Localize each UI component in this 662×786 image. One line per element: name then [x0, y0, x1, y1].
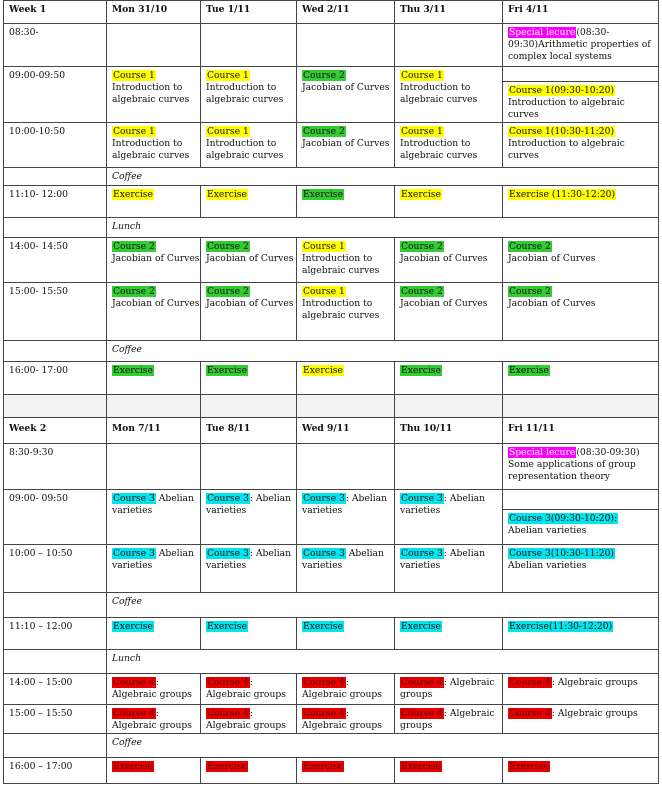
w2-fri-1030 — [503, 545, 659, 593]
w2-coffee2-timecell — [3, 734, 107, 758]
w2-empty-cell — [107, 444, 201, 490]
course-tag: Course 4 — [113, 708, 155, 719]
w1-empty-cell — [107, 24, 201, 67]
w2-fri-1600 — [503, 758, 659, 784]
w1-tue-0900 — [201, 67, 297, 123]
w1-special-lecture — [503, 24, 659, 67]
w1-time-1500: 15:00- 15:50 — [3, 283, 107, 341]
course-title: : — [249, 708, 253, 719]
course-title: : Algebraic groups — [551, 677, 638, 688]
w2-wed-1000 — [297, 545, 395, 593]
course-tag: Course 3 — [401, 548, 443, 559]
course-title: Algebraic groups — [302, 720, 382, 731]
course-title: Algebraic groups — [112, 689, 192, 700]
w2-wed-0900 — [297, 490, 395, 545]
course-tag: Course 1 — [207, 70, 249, 81]
exercise-tag: Exercise — [401, 365, 441, 376]
course-title: : — [345, 708, 349, 719]
course-tag: Course 4 — [207, 677, 249, 688]
exercise-tag: Exercise — [303, 189, 343, 200]
w2-fri-1500 — [503, 705, 659, 734]
w1-thu-1500 — [395, 283, 503, 341]
course-tag: Course 3 — [113, 493, 155, 504]
course-title: Algebraic groups — [112, 720, 192, 731]
w2-tue-1600 — [201, 758, 297, 784]
w2-tue-0900 — [201, 490, 297, 545]
course-title: Introduction to algebraic curves — [508, 138, 625, 161]
course-title: : Abelian varieties — [400, 548, 486, 571]
week1-day-thu: Thu 3/11 — [395, 0, 503, 24]
course-time: (10:30-11:20) — [550, 126, 615, 137]
exercise-tag: Exercise — [207, 761, 247, 772]
exercise-tag: Exercise — [401, 621, 441, 632]
w1-wed-1400 — [297, 238, 395, 283]
course-tag: Course 2 — [207, 241, 249, 252]
course-tag: Course 2 — [303, 70, 345, 81]
course-title: Algebraic groups — [206, 689, 286, 700]
course-title: Introduction to algebraic curves — [112, 82, 190, 105]
course-title: Introduction to algebraic curves — [508, 97, 625, 120]
w1-thu-1400 — [395, 238, 503, 283]
w2-mon-1500 — [107, 705, 201, 734]
course-tag: Course 1 — [207, 126, 249, 137]
w2-fri-ex — [503, 618, 659, 650]
w2-mon-1600 — [107, 758, 201, 784]
week2-day-wed: Wed 9/11 — [297, 418, 395, 444]
w2-wed-1500 — [297, 705, 395, 734]
course-title: Jacobian of Curves — [112, 253, 200, 264]
w2-thu-0900 — [395, 490, 503, 545]
course-tag: Course 1 — [509, 85, 551, 96]
w1-empty-cell — [297, 24, 395, 67]
w2-tue-1400 — [201, 674, 297, 705]
w2-time-1110: 11:10 – 12:00 — [3, 618, 107, 650]
w2-mon-1000 — [107, 545, 201, 593]
w1-mon-ex — [107, 186, 201, 218]
week2-label: Week 2 — [3, 418, 107, 444]
course-tag: Course 4 — [303, 708, 345, 719]
w1-lunch-break: Lunch — [107, 218, 659, 238]
course-tag: Course 3(10:30-11:20) — [509, 548, 615, 559]
course-title: Introduction to algebraic curves — [206, 138, 284, 161]
w1-time-0830: 08:30- — [3, 24, 107, 67]
schedule-table — [3, 0, 659, 784]
w1-fri-1600 — [503, 362, 659, 395]
course-title: : — [155, 708, 159, 719]
course-title: : Abelian varieties — [206, 548, 292, 571]
course-title: Abelian varieties — [112, 493, 194, 516]
special-lecture-tag: Special lecure — [509, 27, 576, 38]
course-title: Abelian varieties — [302, 548, 384, 571]
course-tag: Course 2 — [113, 286, 155, 297]
week1-label: Week 1 — [3, 0, 107, 24]
course-tag: Course 2 — [509, 241, 551, 252]
course-tag: Course 2 — [207, 286, 249, 297]
w2-mon-1400 — [107, 674, 201, 705]
w2-thu-1600 — [395, 758, 503, 784]
w2-thu-1000 — [395, 545, 503, 593]
course-title: Abelian varieties — [112, 548, 194, 571]
w1-coffee2-timecell — [3, 341, 107, 362]
w2-time-1400: 14:00 – 15:00 — [3, 674, 107, 705]
w1-wed-0900 — [297, 67, 395, 123]
w1-empty-cell — [201, 24, 297, 67]
w2-time-0900: 09:00- 09:50 — [3, 490, 107, 545]
week1-day-fri: Fri 4/11 — [503, 0, 659, 24]
week2-day-tue: Tue 8/11 — [201, 418, 297, 444]
week2-day-thu: Thu 10/11 — [395, 418, 503, 444]
w1-lunch-timecell — [3, 218, 107, 238]
w1-tue-1500 — [201, 283, 297, 341]
w2-thu-ex — [395, 618, 503, 650]
w1-thu-ex — [395, 186, 503, 218]
w1-time-0900: 09:00-09:50 — [3, 67, 107, 123]
spacer-cell — [503, 395, 659, 418]
spacer-cell — [201, 395, 297, 418]
special-lecture-time: (08:30-09:30) — [576, 447, 640, 458]
w2-special-lecture — [503, 444, 659, 490]
course-title: : Algebraic groups — [400, 677, 495, 700]
w2-thu-1400 — [395, 674, 503, 705]
special-lecture-tag: Special lecure — [509, 447, 576, 458]
w2-empty-cell — [395, 444, 503, 490]
course-title: Jacobian of Curves — [302, 82, 390, 93]
exercise-tag: Exercise — [113, 761, 153, 772]
course-tag: Course 1 — [303, 241, 345, 252]
spacer-cell — [3, 395, 107, 418]
course-title: Algebraic groups — [302, 689, 382, 700]
exercise-tag: Exercise — [303, 365, 343, 376]
course-tag: Course 3 — [207, 493, 249, 504]
spacer-cell — [107, 395, 201, 418]
exercise-time: (11:30-12:20) — [548, 189, 616, 200]
course-tag: Course 1 — [113, 126, 155, 137]
exercise-tag: Exercise — [113, 365, 153, 376]
w2-mon-0900 — [107, 490, 201, 545]
course-time: (09:30-10:20) — [550, 85, 615, 96]
w1-wed-1500 — [297, 283, 395, 341]
w1-tue-1400 — [201, 238, 297, 283]
course-title: Introduction to algebraic curves — [302, 253, 380, 276]
course-title: Introduction to algebraic curves — [400, 138, 478, 161]
w1-wed-ex — [297, 186, 395, 218]
course-title: Introduction to algebraic curves — [400, 82, 478, 105]
course-tag: Course 1 — [113, 70, 155, 81]
w2-tue-1000 — [201, 545, 297, 593]
exercise-tag: Exercise — [207, 621, 247, 632]
course-title: Abelian varieties — [508, 560, 587, 571]
exercise-tag: Exercise — [509, 761, 549, 772]
course-title: Jacobian of Curves — [400, 298, 488, 309]
course-tag: Course 4 — [113, 677, 155, 688]
course-title: : Algebraic groups — [551, 708, 638, 719]
w1-wed-1600 — [297, 362, 395, 395]
week1-day-tue: Tue 1/11 — [201, 0, 297, 24]
course-tag: Course 3 — [303, 493, 345, 504]
course-tag: Course 3 — [113, 548, 155, 559]
w1-time-1000: 10:00-10:50 — [3, 123, 107, 168]
course-title: Jacobian of Curves — [508, 253, 596, 264]
course-tag: Course 2 — [113, 241, 155, 252]
course-tag: Course 4 — [509, 677, 551, 688]
course-tag: Course 2 — [401, 241, 443, 252]
w2-wed-1600 — [297, 758, 395, 784]
course-tag: Course 2 — [509, 286, 551, 297]
w1-coffee-timecell — [3, 168, 107, 186]
special-lecture-time: (08:30-09:30) — [508, 27, 610, 50]
w1-coffee-break-2: Coffee — [107, 341, 659, 362]
w1-thu-1600 — [395, 362, 503, 395]
week2-day-fri: Fri 11/11 — [503, 418, 659, 444]
exercise-tag: Exercise — [113, 621, 153, 632]
special-lecture-title: Arithmetic properties of complex local systems — [508, 39, 651, 62]
course-tag: Course 4 — [509, 708, 551, 719]
course-title: Jacobian of Curves — [400, 253, 488, 264]
special-lecture-title: Some applications of group representation theory — [508, 459, 636, 482]
week1-day-wed: Wed 2/11 — [297, 0, 395, 24]
w1-fri-1030 — [503, 123, 659, 168]
exercise-tag: Exercise — [303, 621, 343, 632]
course-title: Introduction to algebraic curves — [302, 298, 380, 321]
course-tag: Course 1 — [509, 126, 551, 137]
course-tag: Course 4 — [207, 708, 249, 719]
exercise-tag: Exercise — [401, 189, 441, 200]
w1-coffee-break: Coffee — [107, 168, 659, 186]
course-tag: Course 4 — [303, 677, 345, 688]
w1-fri-0900-top — [503, 67, 659, 82]
course-title: Introduction to algebraic curves — [206, 82, 284, 105]
w1-fri-1400 — [503, 238, 659, 283]
course-tag: Course 2 — [303, 126, 345, 137]
course-tag: Course 3(09:30-10:20): — [509, 513, 618, 524]
course-title: Jacobian of Curves — [508, 298, 596, 309]
w1-time-1600: 16:00- 17:00 — [3, 362, 107, 395]
w1-fri-1500 — [503, 283, 659, 341]
w1-thu-1000 — [395, 123, 503, 168]
w1-tue-1000 — [201, 123, 297, 168]
w2-time-1600: 16:00 – 17:00 — [3, 758, 107, 784]
week2-day-mon: Mon 7/11 — [107, 418, 201, 444]
course-title: Jacobian of Curves — [302, 138, 390, 149]
w2-wed-ex — [297, 618, 395, 650]
w2-lunch-break: Lunch — [107, 650, 659, 674]
w1-thu-0900 — [395, 67, 503, 123]
w2-fri-0930 — [503, 510, 659, 545]
w2-mon-ex — [107, 618, 201, 650]
course-title: Abelian varieties — [508, 525, 587, 536]
course-title: : Abelian varieties — [400, 493, 486, 516]
exercise-tag: Exercise — [113, 189, 153, 200]
w1-mon-1500 — [107, 283, 201, 341]
w2-fri-1400 — [503, 674, 659, 705]
course-title: : — [155, 677, 159, 688]
course-tag: Course 4 — [401, 677, 443, 688]
w2-time-1000: 10:00 – 10:50 — [3, 545, 107, 593]
course-title: Algebraic groups — [206, 720, 286, 731]
w2-tue-1500 — [201, 705, 297, 734]
w2-empty-cell — [201, 444, 297, 490]
w1-tue-ex — [201, 186, 297, 218]
w2-empty-cell — [297, 444, 395, 490]
exercise-tag: Exercise — [509, 365, 549, 376]
exercise-tag: Exercise — [509, 189, 549, 200]
w1-tue-1600 — [201, 362, 297, 395]
course-title: : Abelian varieties — [206, 493, 292, 516]
course-title: : — [345, 677, 349, 688]
course-title: Jacobian of Curves — [206, 298, 294, 309]
w1-time-1400: 14:00- 14:50 — [3, 238, 107, 283]
spacer-cell — [297, 395, 395, 418]
exercise-tag: Exercise — [207, 365, 247, 376]
course-tag: Course 4 — [401, 708, 443, 719]
w1-mon-1000 — [107, 123, 201, 168]
w1-empty-cell — [395, 24, 503, 67]
w2-wed-1400 — [297, 674, 395, 705]
exercise-tag: Exercise — [303, 761, 343, 772]
course-title: Jacobian of Curves — [206, 253, 294, 264]
course-tag: Course 2 — [401, 286, 443, 297]
exercise-tag: Exercise — [401, 761, 441, 772]
exercise-tag: Exercise — [207, 189, 247, 200]
course-title: Introduction to algebraic curves — [112, 138, 190, 161]
course-tag: Course 3 — [303, 548, 345, 559]
w1-mon-1600 — [107, 362, 201, 395]
course-tag: Course 3 — [401, 493, 443, 504]
w1-wed-1000 — [297, 123, 395, 168]
w2-lunch-timecell — [3, 650, 107, 674]
course-title: : Algebraic groups — [400, 708, 495, 731]
exercise-tag: Exercise(11:30-12:20) — [509, 621, 613, 632]
w2-coffee-break-2: Coffee — [107, 734, 659, 758]
w2-tue-ex — [201, 618, 297, 650]
course-tag: Course 3 — [207, 548, 249, 559]
course-tag: Course 1 — [303, 286, 345, 297]
w2-coffee-timecell — [3, 593, 107, 618]
spacer-cell — [395, 395, 503, 418]
week1-day-mon: Mon 31/10 — [107, 0, 201, 24]
w1-time-1110: 11:10- 12:00 — [3, 186, 107, 218]
course-title: Jacobian of Curves — [112, 298, 200, 309]
w2-time-0830: 8:30-9:30 — [3, 444, 107, 490]
course-tag: Course 1 — [401, 126, 443, 137]
w1-mon-0900 — [107, 67, 201, 123]
w2-thu-1500 — [395, 705, 503, 734]
w2-fri-0900-top — [503, 490, 659, 510]
w1-fri-0930 — [503, 82, 659, 123]
w2-coffee-break: Coffee — [107, 593, 659, 618]
course-tag: Course 1 — [401, 70, 443, 81]
course-title: : — [249, 677, 253, 688]
w2-time-1500: 15:00 – 15:50 — [3, 705, 107, 734]
w1-fri-ex — [503, 186, 659, 218]
w1-mon-1400 — [107, 238, 201, 283]
course-title: : Abelian varieties — [302, 493, 388, 516]
